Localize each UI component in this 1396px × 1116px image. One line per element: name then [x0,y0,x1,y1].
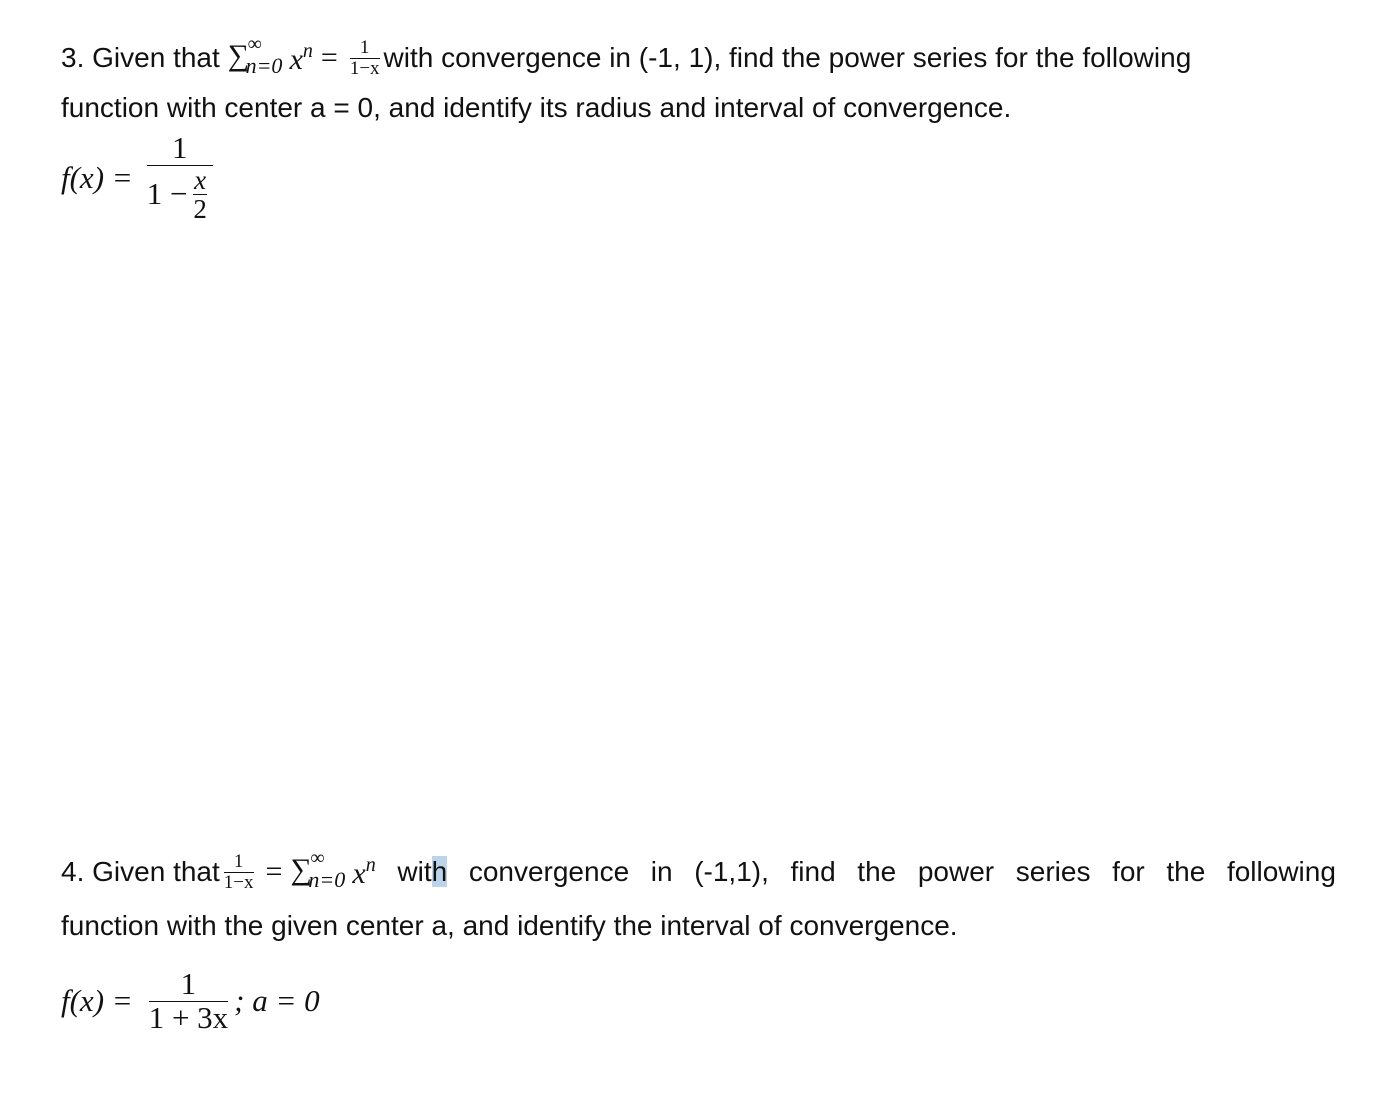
sigma-symbol: ∑ [227,39,249,73]
problem-3-statement: with convergence in (-1, 1), find the power series for the following [383,42,1192,74]
denominator-one-minus: 1 − [146,176,188,212]
sigma-symbol: ∑ [290,853,312,887]
sum-lower-limit: n=0 [245,53,283,79]
problem-3-function-fraction: 1 1 − $\frac{x}{2}$ [147,132,213,223]
text-selection-highlight[interactable]: h [431,856,448,888]
problem-4-summation: ∑ ∞ n=0 [290,847,346,893]
problem-3-line-1 [61,33,1192,79]
problem-4-line-1: 4. Given that $\frac{1}{1-x}$ = ∑ ∞ n=0 $x^n$ with convergence in (-1,1), find the power series for the following [61,847,1336,893]
problem-3-line-2: function with center a = 0, and identify its radius and interval of convergence. [61,92,1012,123]
sum-upper-limit: ∞ [247,33,262,56]
equals-sign: = [320,41,338,75]
problem-3-x-power-n: $x^n$ [289,39,313,76]
problem-3-number: 3. [61,42,85,74]
problem-3-geometric-fraction: $\frac{1}{1-x}$ [349,37,380,79]
problem-3-summation [227,33,290,79]
equals-sign: = [265,855,283,889]
problem-4-geometric-fraction: $\frac{1}{1-x}$ [223,851,254,893]
problem-3-given: Given that [92,42,220,74]
f-of-x-label: f(x) = [61,159,133,195]
f-of-x-label: f(x) = [61,983,133,1019]
problem-3-function [61,132,219,223]
x-over-2-fraction: $\frac{x}{2}$ [193,164,207,224]
problem-4-given: Given that [92,856,220,888]
problem-4-function-fraction: $\frac{1}{1 + 3x}$ [148,966,229,1035]
center-value: ; a = 0 [234,983,320,1019]
problem-4-x-power-n: $x^n$ [352,853,376,890]
problem-4-number: 4. [61,856,85,888]
word-with: with [397,856,448,888]
problem-4-function [61,968,320,1034]
problem-4-line-2: function with the given center a, and identify the interval of convergence. [61,910,958,941]
